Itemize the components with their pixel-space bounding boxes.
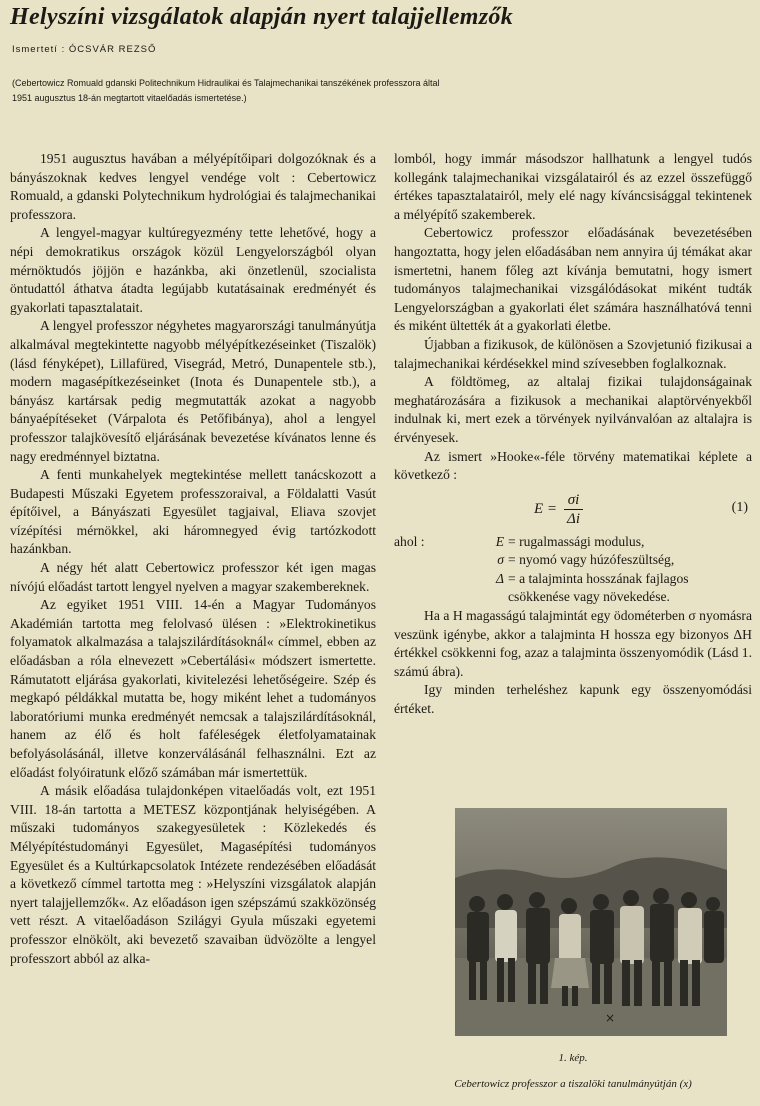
definition-text: = a talajminta hosszának fajlagos csökkenése vagy növekedése.: [508, 570, 689, 605]
paragraph-continuation: lomból, hogy immár másodszor hallhatunk a lengyel tudós kollegánk talajmechanikai vizsgálatairól és az ezzel összefüggő értékes tapasztalatairól, mely elé nagy kíváncsisággal tekintenek a mélyépítő szakemberek.: [394, 151, 752, 222]
symbol-definitions: [394, 533, 752, 607]
paragraph: Igy minden terheléshez kapunk egy összenyomódási értéket.: [394, 682, 752, 717]
definition-symbol: Δ: [496, 570, 504, 586]
definition-lead: [394, 551, 470, 570]
equation-number: (1): [731, 499, 748, 515]
paragraph: Cebertowicz professzor előadásának bevezetésében hangoztatta, hogy jelen előadásában nem annyira új témákat akar ismertetni, hanem főleg azt kívánja bemutatni, hogy ismert tudományos talajmechanikai vizsgálódásokat miként tudták Lengyelországban a gyakorlati élet számára használhatóvá tenni és miként ültették át a gyakorlati életbe.: [394, 225, 752, 334]
article-subtitle: [12, 76, 748, 106]
reviewer-line: Ismertetí : ÓCSVÁR REZSŐ: [12, 44, 157, 55]
group-photo: [455, 808, 727, 1036]
definition-symbol: σ: [497, 552, 504, 568]
article-title: Helyszíni vizsgálatok alapján nyert talajjellemzők: [10, 4, 514, 30]
subtitle-line: (Cebertowicz Romuald gdanski Politechnikum Hidraulikai és Talajmechanikai tanszékének professzora által: [12, 78, 440, 88]
subtitle-line: 1951 augusztus 18-án megtartott vitaelőadás ismertetése.): [12, 93, 247, 103]
hooke-formula: [394, 487, 752, 531]
definition-lead: ahol :: [394, 533, 425, 549]
formula-numerator: σi: [564, 491, 584, 510]
paragraph: Az egyiket 1951 VIII. 14-én a Magyar Tudományos Akadémián tartotta meg felolvasó ülésen : »Elektrokinetikus folyamatok alkalmazása a talajszilárdításoknál« címmel, ebben az előadásban a róla elnevezett »Cebertálási« módszert ismertette. Rámutatott eljárása gyakorlati, kivitelezési lehetőségeire. Szép és megkapó példákkal mutatta be, hogy miként lehet a tudományos laboratóriumi munka eredményét nemcsak a talajszilárdításoknál, hanem az élő és holt faféleségek életfolyamatainak befolyásolásánál, illetve konzerválásánál felhasználni. Ezt az előadást folyóiratunk előző számában már ismertettük.: [10, 597, 376, 780]
paragraph: A földtömeg, az altalaj fizikai tulajdonságainak meghatározására a fizikusok a mechanikai alaptörvényekből indulnak ki, mert ezek a törvények nyilvánvalóan az altalajra is érvényesek.: [394, 374, 752, 445]
paragraph: A fenti munkahelyek megtekintése mellett tanácskozott a Budapesti Műszaki Egyetem professzoraival, a Földalatti Vasút építőivel, a Bányászati Egyesület tagjaival, Eliava szovjet vízépítési mérnökkel, aki háromnegyed évig tartózkodott hazánkban.: [10, 467, 376, 557]
paragraph: Az ismert »Hooke«-féle törvény matematikai képlete a következő :: [394, 448, 752, 483]
definition-text: = rugalmassági modulus,: [508, 533, 645, 549]
definition-text: = nyomó vagy húzófeszültség,: [508, 552, 675, 568]
definition-row: [394, 570, 752, 607]
paragraph: A négy hét alatt Cebertowicz professzor két igen magas nívójú előadást tartott lengyel nyelven a magyar szakembereknek.: [10, 560, 376, 594]
paragraph: 1951 augusztus havában a mélyépítőipari dolgozóknak és a bányászoknak kedves lengyel vendége volt : Cebertowicz Romuald, a gdanski Polytechnikum hydrológiai és talajmechanikai professzora.: [10, 151, 376, 222]
formula-lhs: E =: [534, 500, 558, 517]
paragraph: A lengyel professzor négyhetes magyarországi tanulmányútja alkalmával megtekintette nagyobb mélyépítkezéseinket (Tiszalök) (lásd fényképet), Lillafüred, Visegrád, Metró, Dunapentele stb.), modern magasépítkezéseinket (Inota és Dunapentele stb.), a bányász kartársak pedig megmutatták azokat a nagyobb bányaépítéseket (Várpalota és Petőfibánya), ahol a lengyel professzor talajkövesítő eljárásának bevezetése kívánatos lenne és nagy eredménnyel biztatna.: [10, 318, 376, 464]
figure-caption: Cebertowicz professzor a tiszalöki tanulmányútján (x): [454, 1078, 692, 1090]
left-column: [10, 150, 376, 968]
right-column: [394, 150, 752, 719]
paragraph: A lengyel-magyar kultúregyezmény tette lehetővé, hogy a népi demokratikus országok közül Lengyelországból olyan mérnöktudós jöjjön e hazánkba, aki önzetlenül, szocialista öntudattól áthatva átadta legújabb kutatásainak eredményét és gyakorlati tapasztalatait.: [10, 225, 376, 315]
formula-fraction: [563, 491, 584, 528]
formula-denominator: Δi: [567, 510, 581, 527]
svg-text:×: ×: [605, 1011, 616, 1025]
figure-number: 1. kép.: [558, 1052, 588, 1064]
definition-row: [394, 551, 752, 570]
definition-row: [394, 533, 752, 552]
paragraph: Ha a H magasságú talajmintát egy ödométerben σ nyomásra veszünk igénybe, akkor a talajminta H hossza egy bizonyos ΔH értékkel csökkenni fog, azaz a talajminta összenyomódik (Lásd 1. számú ábra).: [394, 608, 752, 679]
definition-symbol: E: [495, 533, 504, 549]
group-photo-image: [455, 808, 727, 1036]
paragraph: A másik előadása tulajdonképen vitaelőadás volt, ezt 1951 VIII. 18-án tartotta a METESZ központjának helyiségében. A műszaki tudományos szakegyesületek : Közlekedés és Mélyépítéstudományi Egyesület, Magasépítési tudományos Egyesület és a Kultúrkapcsolatok Intézete rendezésében előadását a következő címmel tartotta meg : »Helyszíni vizsgálatok alapján nyert talajjellemzők«. Az előadáson igen szépszámú szakközönség vett részt. A vitaelőadáson Szilágyi Gyula műszaki egyetemi professzor elnökölt, aki bevezető szavaiban üdvözölte a lengyel professzort abból az alka-: [10, 783, 376, 966]
paragraph: Újabban a fizikusok, de különösen a Szovjetunió fizikusai a talajmechanikai kérdésekkel mind szívesebben foglalkoznak.: [394, 336, 752, 371]
definition-lead: [394, 570, 470, 607]
